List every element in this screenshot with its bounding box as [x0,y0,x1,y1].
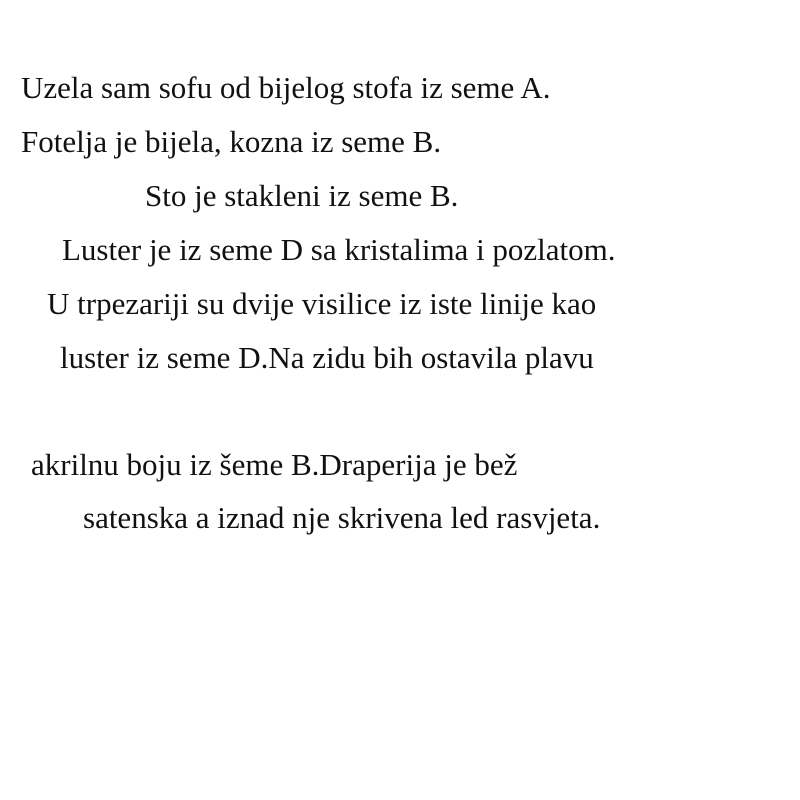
text-line-4: Luster je iz seme D sa kristalima i pozlatom. [62,232,616,267]
text-line-7: akrilnu boju iz šeme B.Draperija je bež [31,447,518,482]
text-line-1: Uzela sam sofu od bijelog stofa iz seme A. [21,70,551,105]
text-line-6: luster iz seme D.Na zidu bih ostavila plavu [60,340,594,375]
text-line-5: U trpezariji su dvije visilice iz iste linije kao [47,286,597,321]
text-line-8: satenska a iznad nje skrivena led rasvjeta. [83,500,601,535]
text-line-3: Sto je stakleni iz seme B. [145,178,459,213]
text-line-2: Fotelja je bijela, kozna iz seme B. [21,124,442,159]
